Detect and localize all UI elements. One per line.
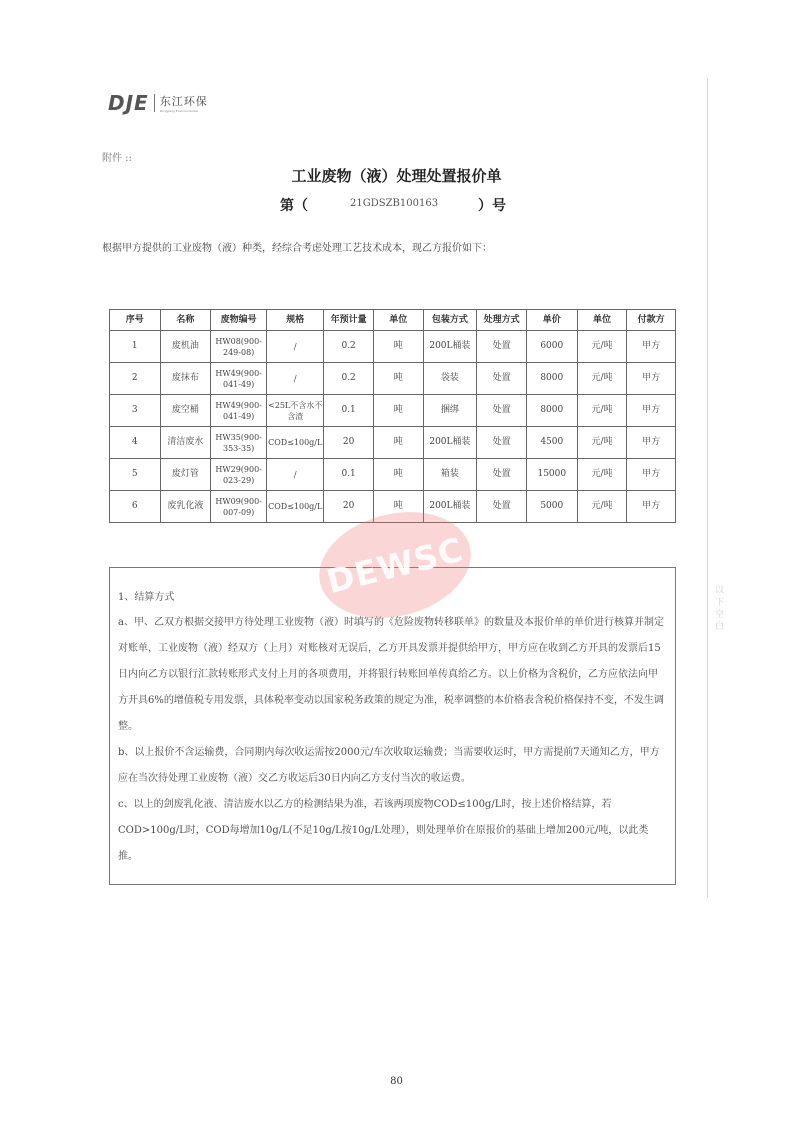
settlement-title: 1、结算方式 xyxy=(118,592,175,603)
doc-number-value: 21GDSZB100163 xyxy=(350,198,439,209)
stamp-text: DEWSC xyxy=(322,529,468,601)
logo-mark: DJE xyxy=(108,91,149,115)
side-note: 以下空白 xyxy=(715,586,725,632)
settlement-paragraph-c: c、以上的剑废乳化液、清洁废水以乙方的检测结果为准，若该两项废物COD≤100g/L时，按上述价格结算，若COD>100g/L时，COD每增加10g/L(不足10g/L按10g/L处理），则处理单价在原报价的基础上增加200元/吨，以此类推。 xyxy=(118,799,649,862)
table-cell: 元/吨 xyxy=(577,459,627,491)
intro-text: 根据甲方提供的工业废物（液）种类，经综合考虑处理工艺技术成本，现乙方报价如下： xyxy=(102,243,492,254)
table-cell: 处置 xyxy=(477,427,527,459)
logo-text xyxy=(160,93,208,113)
table-cell: 处置 xyxy=(477,395,527,427)
table-cell: HW09(900-007-09) xyxy=(211,491,267,523)
table-row xyxy=(110,363,676,395)
table-cell: 清洁废水 xyxy=(160,427,211,459)
header-cell: 序号 xyxy=(110,310,161,331)
page-number: 80 xyxy=(390,1076,403,1087)
table-cell: 处置 xyxy=(477,459,527,491)
table-cell: 捆绑 xyxy=(423,395,477,427)
table-cell: 元/吨 xyxy=(577,427,627,459)
table-cell: HW49(900-041-49) xyxy=(211,363,267,395)
table-cell: 元/吨 xyxy=(577,395,627,427)
table-cell: <25L不含水不含渣 xyxy=(267,395,324,427)
table-cell: HW08(900-249-08) xyxy=(211,331,267,363)
doc-number-suffix: ）号 xyxy=(478,198,506,214)
table-cell: 0.1 xyxy=(324,459,374,491)
table-cell: HW49(900-041-49) xyxy=(211,395,267,427)
header-cell: 单价 xyxy=(526,310,577,331)
table-header-row xyxy=(110,310,676,331)
table-cell: 2 xyxy=(110,363,161,395)
table-cell: 吨 xyxy=(373,491,423,523)
header-cell: 处理方式 xyxy=(477,310,527,331)
header-cell: 规格 xyxy=(267,310,324,331)
header-cell: 名称 xyxy=(160,310,211,331)
table-cell: 甲方 xyxy=(627,491,676,523)
table-cell: 4 xyxy=(110,427,161,459)
table-cell: 200L桶装 xyxy=(423,331,477,363)
table-cell: 200L桶装 xyxy=(423,491,477,523)
table-cell: 吨 xyxy=(373,427,423,459)
table-cell: 废抹布 xyxy=(160,363,211,395)
table-cell: 0.1 xyxy=(324,395,374,427)
header-cell: 废物编号 xyxy=(211,310,267,331)
table-cell: 废乳化液 xyxy=(160,491,211,523)
table-cell: 吨 xyxy=(373,363,423,395)
table-cell: 废机油 xyxy=(160,331,211,363)
table-cell: / xyxy=(267,459,324,491)
table-cell: 元/吨 xyxy=(577,331,627,363)
table-cell: 元/吨 xyxy=(577,363,627,395)
table-cell: 甲方 xyxy=(627,331,676,363)
table-cell: 处置 xyxy=(477,363,527,395)
quotation-table xyxy=(109,309,676,523)
table-cell: 吨 xyxy=(373,395,423,427)
table-cell: HW29(900-023-29) xyxy=(211,459,267,491)
logo-company-en: Dongjiang Environmental xyxy=(159,109,198,113)
header-cell: 包装方式 xyxy=(423,310,477,331)
settlement-paragraph-b: b、以上报价不含运输费，合同期内每次收运需按2000元/车次收取运输费；当需要收运时，甲方需提前7天通知乙方，甲方应在当次待处理工业废物（液）交乙方收运后30日内向乙方支付当次的收运费。 xyxy=(118,747,660,784)
table-cell: 3 xyxy=(110,395,161,427)
table-cell: 甲方 xyxy=(627,459,676,491)
table-cell: 20 xyxy=(324,491,374,523)
table-cell: 吨 xyxy=(373,459,423,491)
header-cell: 年预计量 xyxy=(324,310,374,331)
table-cell: 4500 xyxy=(526,427,577,459)
table-cell: 15000 xyxy=(526,459,577,491)
table-cell: / xyxy=(267,363,324,395)
header-cell: 付款方 xyxy=(627,310,676,331)
table-cell: 甲方 xyxy=(627,395,676,427)
table-row xyxy=(110,395,676,427)
table-cell: 元/吨 xyxy=(577,491,627,523)
table-row xyxy=(110,331,676,363)
scan-edge-line xyxy=(707,78,708,898)
table-cell: 8000 xyxy=(526,363,577,395)
settlement-paragraph-a: a、甲、乙双方根据交接甲方待处理工业废物（液）时填写的《危险废物转移联单》的数量及本报价单的单价进行核算并制定对账单，工业废物（液）经双方（上月）对账核对无误后，乙方开具发票并提供给甲方，甲方应在收到乙方开具的发票后15日内向乙方以银行汇款转账形式支付上月的各项费用，并将银行转账回单传真给乙方。以上价格为含税价，乙方应依法向甲方开具6%的增值税专用发票，具体税率变动以国家税务政策的规定为准，税率调整的本价格表含税价格保持不变，不发生调整。 xyxy=(118,617,664,732)
table-cell: 甲方 xyxy=(627,427,676,459)
table-cell: 箱装 xyxy=(423,459,477,491)
table-cell: 1 xyxy=(110,331,161,363)
attachment-label: 附件 :: xyxy=(102,153,132,164)
header-cell: 单位 xyxy=(373,310,423,331)
logo-company-cn: 东江环保 xyxy=(159,95,208,108)
table-cell: 8000 xyxy=(526,395,577,427)
document-number xyxy=(280,195,520,215)
table-cell: 0.2 xyxy=(324,331,374,363)
table-cell: 6000 xyxy=(526,331,577,363)
table-cell: 0.2 xyxy=(324,363,374,395)
table-cell: 处置 xyxy=(477,331,527,363)
table-row xyxy=(110,459,676,491)
table-cell: 袋装 xyxy=(423,363,477,395)
header-cell: 单位 xyxy=(577,310,627,331)
table-cell: 6 xyxy=(110,491,161,523)
table-cell: COD≤100g/L xyxy=(267,491,324,523)
company-logo xyxy=(108,88,208,118)
table-cell: 吨 xyxy=(373,331,423,363)
table-cell: 20 xyxy=(324,427,374,459)
table-cell: HW35(900-353-35) xyxy=(211,427,267,459)
table-cell: 废空桶 xyxy=(160,395,211,427)
table-cell: 处置 xyxy=(477,491,527,523)
doc-number-prefix: 第（ xyxy=(280,198,308,214)
table-cell: COD≤100g/L xyxy=(267,427,324,459)
table-cell: 废灯管 xyxy=(160,459,211,491)
table-cell: 5 xyxy=(110,459,161,491)
table-cell: 甲方 xyxy=(627,363,676,395)
document-title: 工业废物（液）处理处置报价单 xyxy=(291,167,502,185)
logo-divider xyxy=(154,94,155,112)
table-cell: 5000 xyxy=(526,491,577,523)
table-row xyxy=(110,427,676,459)
table-cell: 200L桶装 xyxy=(423,427,477,459)
table-cell: / xyxy=(267,331,324,363)
